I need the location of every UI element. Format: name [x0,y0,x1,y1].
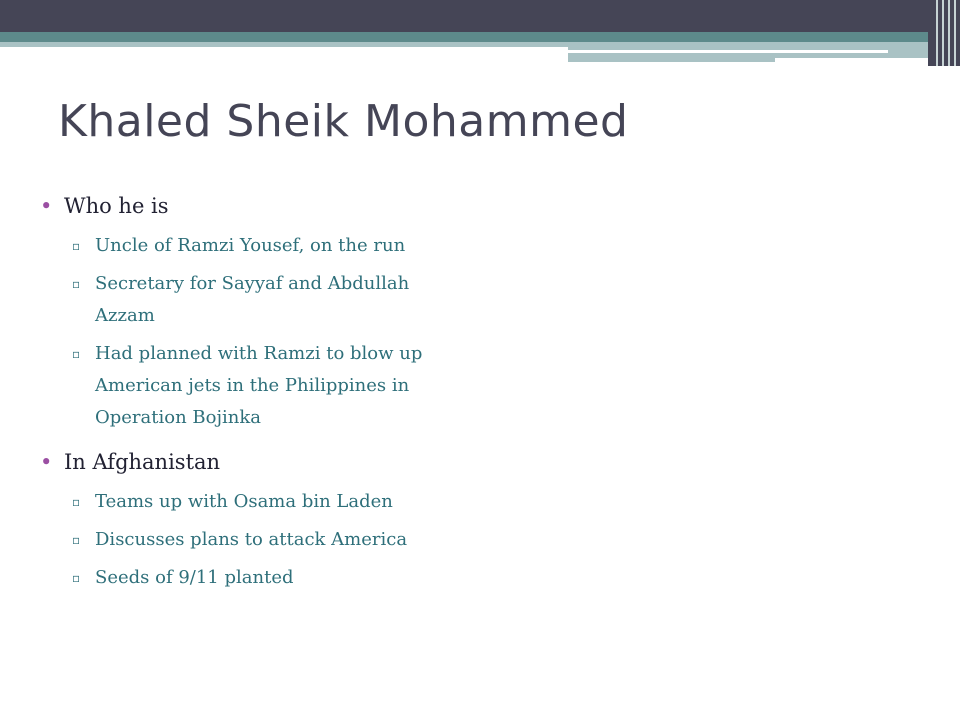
header-bar [0,0,960,32]
sub-bullet: ▫ Had planned with Ramzi to blow up American jets in the Philippines in Operation Bojinka [40,338,465,434]
slide-body [40,192,480,600]
sub-bullet: ▫ Seeds of 9/11 planted [40,562,465,594]
square-bullet-icon: ▫ [72,495,81,509]
corner-stripes [928,0,960,66]
bullet-dot-icon: • [40,450,53,474]
accent-band-light [0,42,568,47]
square-bullet-icon: ▫ [72,571,81,585]
sub-bullet: ▫ Uncle of Ramzi Yousef, on the run [40,230,465,262]
sub-bullet: ▫ Teams up with Osama bin Laden [40,486,465,518]
accent-band [0,32,960,42]
square-bullet-icon: ▫ [72,347,81,361]
square-bullet-icon: ▫ [72,239,81,253]
square-bullet-icon: ▫ [72,277,81,291]
accent-line [568,50,888,53]
bullet-in-afghanistan: • In Afghanistan [40,450,221,474]
bullet-who-he-is: • Who he is [40,194,169,218]
square-bullet-icon: ▫ [72,533,81,547]
sub-bullet: ▫ Discusses plans to attack America [40,524,465,556]
slide-title: Khaled Sheik Mohammed [58,96,629,147]
bullet-dot-icon: • [40,194,53,218]
sub-bullet: ▫ Secretary for Sayyaf and Abdullah Azzam [40,268,465,332]
